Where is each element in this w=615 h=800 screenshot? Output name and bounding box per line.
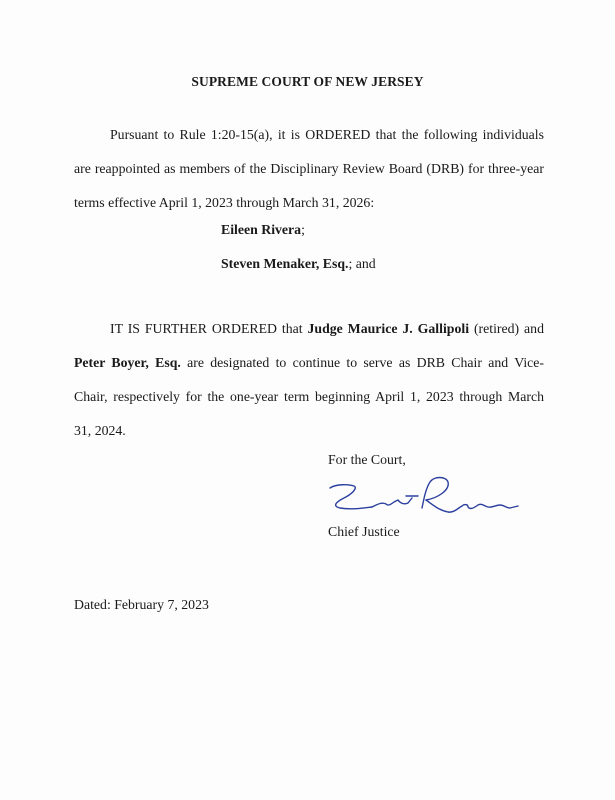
member-suffix: ; and [348,256,376,271]
closing-for-the-court: For the Court, [328,452,406,467]
paragraph-2-text: are designated to continue to serve as DRB Chair and Vice- [180,355,544,370]
order-paragraph-2 [74,312,544,448]
member-name: Eileen Rivera [221,222,302,237]
member-name: Steven Menaker, Esq. [221,256,349,271]
chair-name: Judge Maurice J. Gallipoli [307,321,470,336]
signer-title: Chief Justice [328,524,400,539]
vice-chair-name: Peter Boyer, Esq. [74,355,181,370]
paragraph-2-text: (retired) and [469,321,544,336]
paragraph-2-line-4: 31, 2024. [74,423,126,438]
court-heading: SUPREME COURT OF NEW JERSEY [191,74,424,89]
order-paragraph-1 [74,118,544,220]
member-suffix: ; [301,222,305,237]
paragraph-1-line-2: are reappointed as members of the Disciplinary Review Board (DRB) for three-year [74,161,544,176]
dated-line: Dated: February 7, 2023 [74,597,209,612]
member-entry [221,222,305,238]
paragraph-1-line-1: Pursuant to Rule 1:20-15(a), it is ORDERED that the following individuals [110,127,544,142]
member-entry [221,256,376,272]
paragraph-2-line-1 [74,312,544,346]
paragraph-2-line-3: Chair, respectively for the one-year term beginning April 1, 2023 through March [74,389,544,404]
paragraph-2-line-2 [74,346,544,380]
paragraph-1-line-3: terms effective April 1, 2023 through March 31, 2026: [74,195,375,210]
chief-justice-signature [322,472,532,520]
paragraph-2-text: IT IS FURTHER ORDERED that [110,321,308,336]
